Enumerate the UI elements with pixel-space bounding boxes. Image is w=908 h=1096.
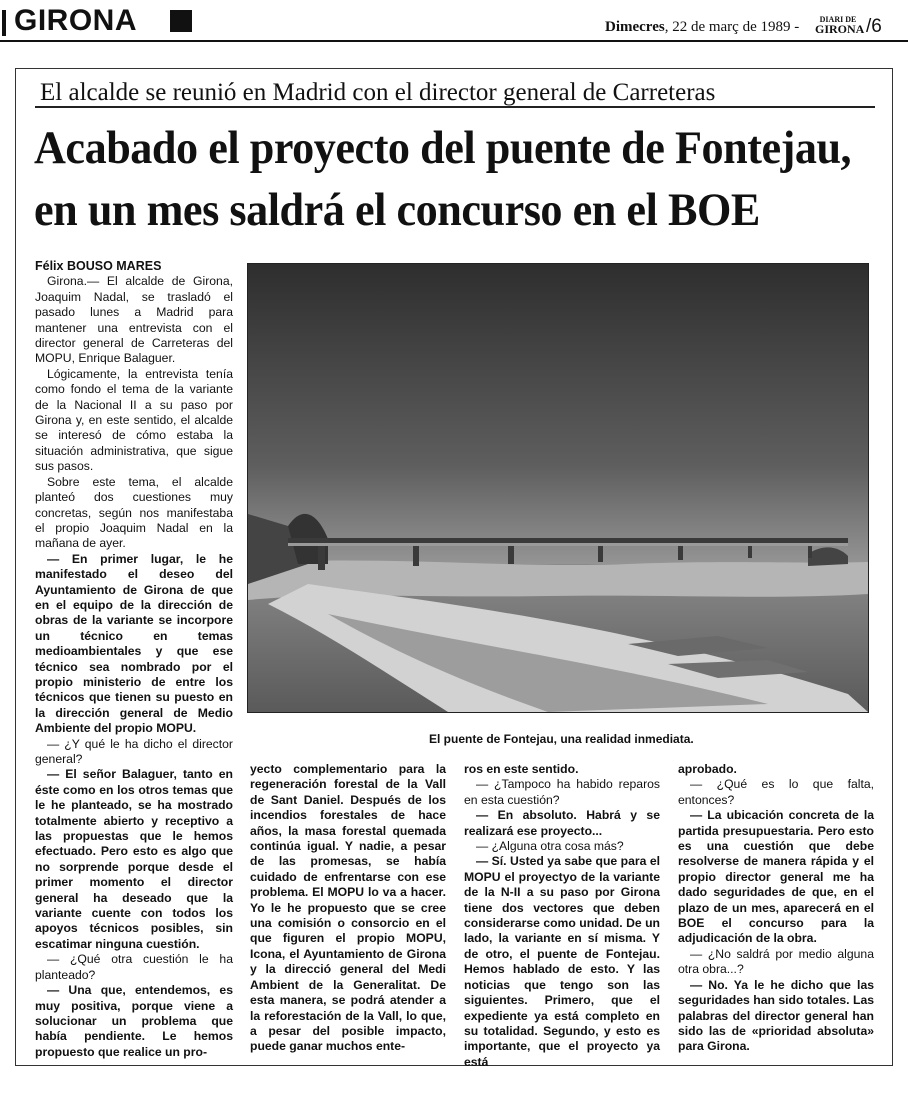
byline: Félix BOUSO MARES <box>35 259 162 273</box>
paragraph-answer: — Una que, entendemos, es muy positiva, porque viene a solucionar un problema que había pendiente. Le hemos propuesto que realice un pro- <box>35 983 233 1059</box>
paragraph-question: — ¿Qué es lo que falta, entonces? <box>678 777 874 807</box>
masthead-small: DIARI DE <box>819 15 857 24</box>
paragraph-question: — ¿Qué otra cuestión le ha planteado? <box>35 952 233 982</box>
date-weekday: Dimecres <box>605 19 665 35</box>
bridge-illustration <box>248 264 868 712</box>
paragraph-answer: — Sí. Usted ya sabe que para el MOPU el proyectyo de la variante de la N-II a su paso por Girona tiene dos vectores que deben considerarse como unidad. De un lado, la variante en sí misma. Y de otro, el puente de Fontejau. Hemos hablado de esto. Y las noticias que tengo son las siguientes. Primero, que el expediente ya está completo en su totalidad. Segundo, y esto es importante, que el proyecto ya está <box>464 854 660 1069</box>
date-text: , 22 de març de 1989 - <box>664 19 800 35</box>
paragraph: Sobre este tema, el alcalde planteó dos cuestiones muy concretas, según nos manifestaba el propio Joaquim Nadal en la mañana de ayer. <box>35 474 233 551</box>
paragraph-answer: — La ubicación concreta de la partida presupuestaria. Pero esto es una cuestión que debe resolverse de manera rápida y el propio director general me ha dado seguridades de que, en el plazo de un mes, aparecerá en el BOE el concurso para la adjudicación de la obra. <box>678 808 874 946</box>
masthead-logo <box>815 15 865 36</box>
article-subhead: El alcalde se reunió en Madrid con el director general de Carreteras <box>40 79 716 106</box>
paragraph-answer: aprobado. <box>678 762 737 776</box>
masthead-large: GIRONA <box>815 22 865 36</box>
paragraph-question: — ¿No saldrá por medio alguna otra obra...? <box>678 946 874 977</box>
paragraph-answer: — El señor Balaguer, tanto en éste como en los otros temas que le he planteado, se ha mostrado totalmente abierto y receptivo a las propuestas que le hemos efectuado. Pero esto es algo que no sorprende porque desde el primer momento el director general ha deseado que la variante cuente con todos los apoyos técnicos posibles, sin escatimar ninguna cuestión. <box>35 767 233 951</box>
paragraph-question: — ¿Y qué le ha dicho el director general? <box>35 736 233 766</box>
paragraph-question: — ¿Tampoco ha habido reparos en esta cuestión? <box>464 777 660 807</box>
article-column-1 <box>35 259 233 1060</box>
paragraph-question: — ¿Alguna otra cosa más? <box>476 839 624 854</box>
headline-line-1: Acabado el proyecto del puente de Fontejau, <box>34 122 852 174</box>
section-title: GIRONA <box>14 4 137 37</box>
page-number: /6 <box>866 16 882 37</box>
section-square-mark <box>170 10 192 32</box>
photo-caption: El puente de Fontejau, una realidad inmediata. <box>429 732 694 746</box>
page-header <box>0 0 908 42</box>
bridge-photo <box>247 263 869 713</box>
paragraph-answer: — En primer lugar, le he manifestado el deseo del Ayuntamiento de Girona de que en el equipo de la dirección de obras de la variante se incorpore un técnico en temas medioambientales y que ese técnico sea nombrado por el propio ministerio de entre los técnicos que tienen su puesto en la dirección general de Medio Ambiente del propio MOPU. <box>35 551 233 736</box>
paragraph-answer: — En absoluto. Habrá y se realizará ese proyecto... <box>464 808 660 838</box>
article-column-4 <box>678 762 874 1055</box>
paragraph-answer: ros en este sentido. <box>464 762 579 776</box>
subhead-rule <box>35 106 875 108</box>
article-column-2 <box>250 762 446 1055</box>
header-rule <box>0 40 908 42</box>
paragraph: Lógicamente, la entrevista tenía como fondo el tema de la variante de la Nacional II a su paso por Girona y, en este sentido, el alcalde se interesó de cómo estaba la situación administrativa, que sigue sus pasos. <box>35 366 233 474</box>
paragraph: Girona.— El alcalde de Girona, Joaquim Nadal, se trasladó el pasado lunes a Madrid para mantener una entrevista con el director general de Carreteras del MOPU, Enrique Balaguer. <box>35 274 233 366</box>
dateline <box>605 18 799 36</box>
header-left-bar <box>2 10 6 36</box>
paragraph-answer: — No. Ya le he dicho que las seguridades han sido totales. Las palabras del director general han sido las de «prioridad absoluta» para Girona. <box>678 977 874 1054</box>
headline-line-2: en un mes saldrá el concurso en el BOE <box>34 184 760 236</box>
article-column-3 <box>464 762 660 1070</box>
paragraph-answer: yecto complementario para la regeneración forestal de la Vall de Sant Daniel. Después de los incendios forestales de hace años, la masa forestal quemada continúa igual. Y nadie, a pesar de las promesas, se había cuidado de enfrentarse con ese problema. El MOPU lo va a hacer. Yo le he propuesto que se cree una comisión o consorcio en el que figuren el propio MOPU, Icona, el Ayuntamiento de Girona y la direcció general del Medi Ambient de la Generalitat. De esta manera, se podrá atender a la reforestación de la Vall, lo que, a pesar del posible impacto, puede ganar muchos ente- <box>250 762 446 1054</box>
